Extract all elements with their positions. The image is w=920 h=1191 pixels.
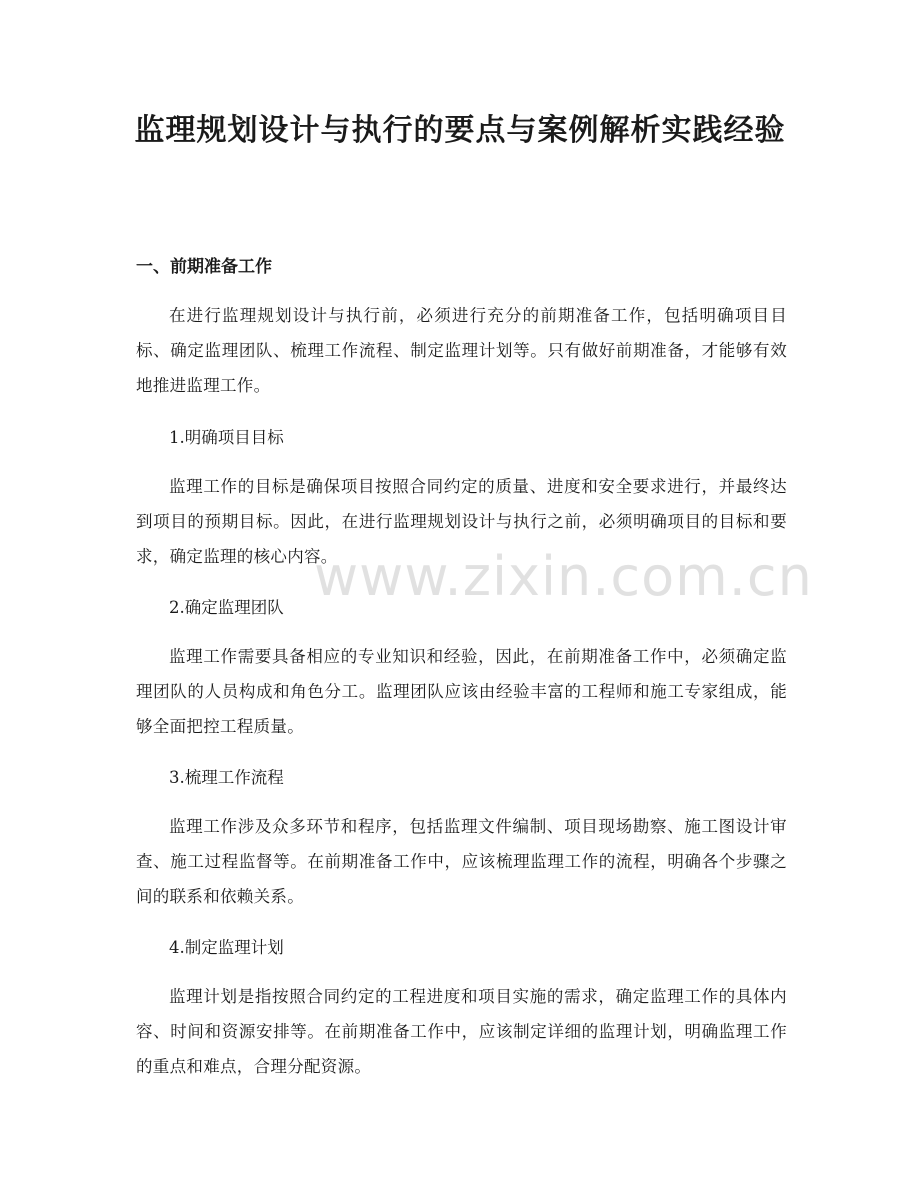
watermark: www.zixin.com.cn xyxy=(314,545,813,608)
document-title: 监理规划设计与执行的要点与案例解析实践经验 xyxy=(134,113,786,148)
subheading-work-process: 3.梳理工作流程 xyxy=(169,768,284,787)
subheading-supervision-team: 2.确定监理团队 xyxy=(169,598,284,617)
section-intro-paragraph: 在进行监理规划设计与执行前，必须进行充分的前期准备工作，包括明确项目目标、确定监理团队、梳理工作流程、制定监理计划等。只有做好前期准备，才能够有效地推进监理工作。 xyxy=(136,306,787,395)
paragraph-supervision-team: 监理工作需要具备相应的专业知识和经验，因此，在前期准备工作中，必须确定监理团队的人员构成和角色分工。监理团队应该由经验丰富的工程师和施工专家组成，能够全面把控工程质量。 xyxy=(136,647,787,736)
paragraph-project-goals: 监理工作的目标是确保项目按照合同约定的质量、进度和安全要求进行，并最终达到项目的预期目标。因此，在进行监理规划设计与执行之前，必须明确项目的目标和要求，确定监理的核心内容。 xyxy=(136,477,787,566)
paragraph-supervision-plan: 监理计划是指按照合同约定的工程进度和项目实施的需求，确定监理工作的具体内容、时间和资源安排等。在前期准备工作中，应该制定详细的监理计划，明确监理工作的重点和难点，合理分配资源。 xyxy=(136,987,787,1076)
subheading-project-goals: 1.明确项目目标 xyxy=(169,428,284,447)
paragraph-work-process: 监理工作涉及众多环节和程序，包括监理文件编制、项目现场勘察、施工图设计审查、施工过程监督等。在前期准备工作中，应该梳理监理工作的流程，明确各个步骤之间的联系和依赖关系。 xyxy=(136,817,787,906)
section-heading-preparation: 一、前期准备工作 xyxy=(136,257,272,277)
subheading-supervision-plan: 4.制定监理计划 xyxy=(169,938,284,957)
